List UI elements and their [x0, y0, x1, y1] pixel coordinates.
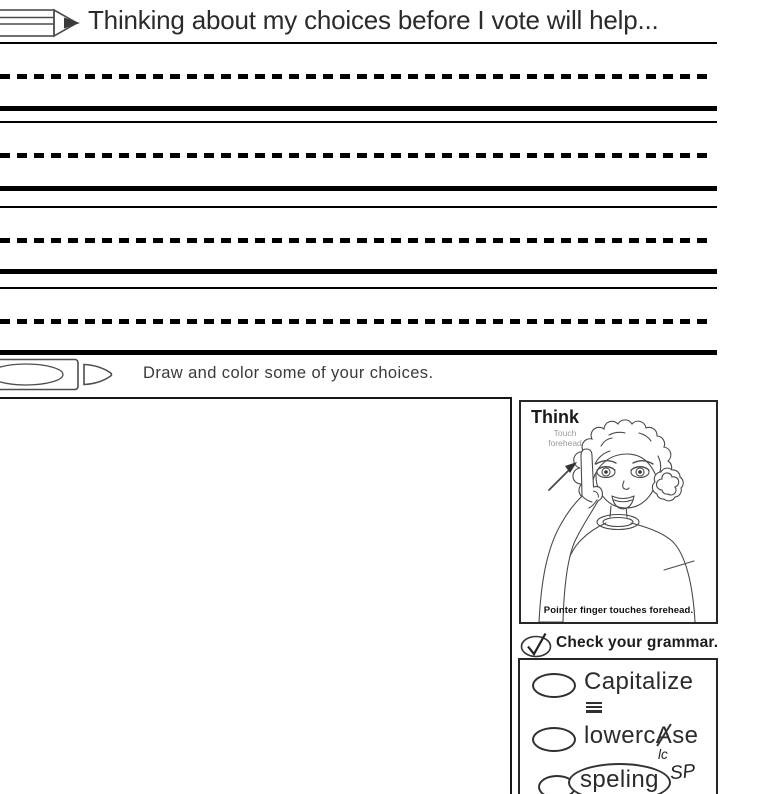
grammar-checklist: [518, 658, 718, 794]
writing-line-bottom: [0, 269, 717, 274]
writing-line-top: [0, 121, 717, 123]
drawing-area: [0, 397, 512, 794]
page-title: Thinking about my choices before I vote will help...: [88, 5, 659, 35]
touch-hint-line2: forehead: [548, 438, 582, 448]
lowercase-proofmark: lc: [658, 747, 668, 762]
writing-line-bottom: [0, 186, 717, 191]
circled-misspelled-word: speling: [568, 763, 671, 794]
asl-think-illustration: [521, 402, 716, 622]
grammar-item-label: Capitalize: [584, 668, 694, 695]
checkbox-oval: [532, 673, 576, 698]
writing-line-middle: [0, 153, 714, 158]
grammar-heading-row: [519, 630, 719, 658]
grammar-heading: Check your grammar.: [556, 634, 719, 651]
writing-line-bottom: [0, 350, 717, 355]
check-oval-icon: [520, 631, 556, 658]
grammar-item-label: [584, 722, 698, 750]
writing-line-top: [0, 42, 717, 44]
spelling-proofmark: SP: [668, 760, 697, 785]
draw-prompt-label: Draw and color some of your choices.: [143, 364, 434, 382]
think-sign-card: [519, 400, 718, 624]
capitalize-proofmark-icon: [586, 702, 602, 715]
think-card-title: Think: [531, 407, 579, 427]
writing-line-top: [0, 206, 717, 208]
writing-line-top: [0, 287, 717, 289]
crayon-icon: [0, 356, 118, 394]
touch-hint-line1: Touch: [553, 428, 577, 438]
writing-line-bottom: [0, 106, 717, 111]
writing-line-middle: [0, 238, 714, 243]
pencil-icon: [0, 4, 86, 42]
label-suffix: se: [672, 722, 699, 749]
checkbox-oval: [532, 727, 576, 752]
label-prefix: lowerc: [584, 722, 656, 749]
think-card-caption: Pointer finger touches forehead.: [543, 605, 694, 616]
slashed-letter: A: [655, 722, 673, 749]
writing-line-middle: [0, 74, 714, 79]
writing-line-middle: [0, 319, 714, 324]
